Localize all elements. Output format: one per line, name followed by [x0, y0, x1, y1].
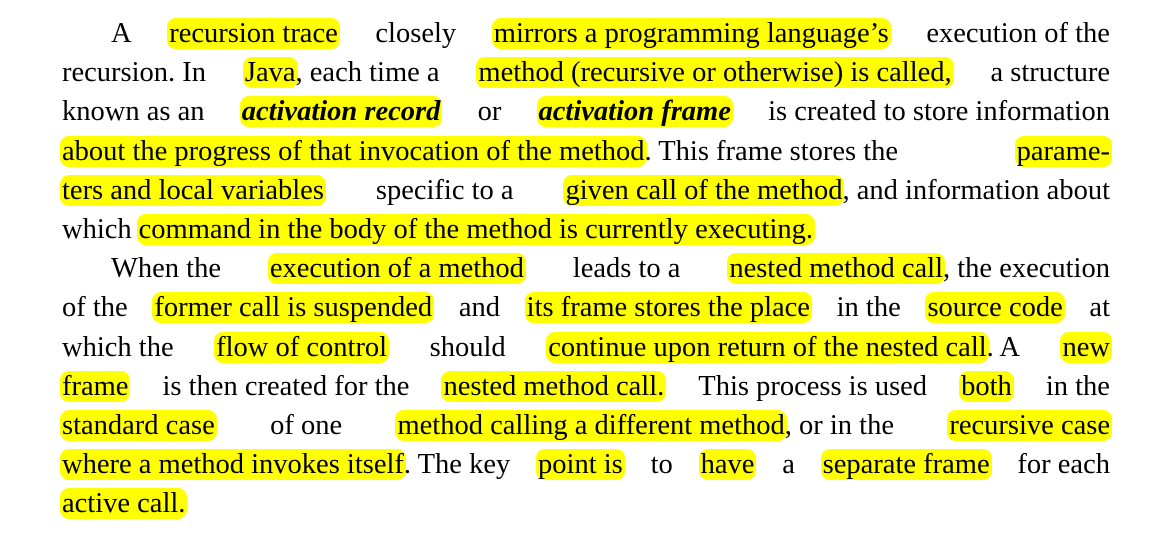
text-page [62, 14, 1110, 523]
text-group [729, 249, 1110, 288]
text-group [768, 92, 1110, 131]
text-run: for each [1017, 449, 1110, 481]
text-group [245, 53, 440, 92]
highlighted-phrase: its frame stores the place [526, 292, 810, 324]
text-group [111, 14, 132, 53]
text-group [961, 367, 1012, 406]
text-line [62, 53, 1110, 92]
highlighted-phrase: standard case [62, 409, 215, 441]
highlighted-phrase: nested method call [729, 253, 943, 285]
highlighted-phrase: method calling a different method [397, 409, 785, 441]
text-line [62, 484, 1110, 523]
text-run: recursion. In [62, 57, 207, 89]
highlighted-phrase: activation frame [538, 96, 731, 128]
text-run: . This frame stores the [644, 135, 899, 167]
text-line [62, 132, 1110, 171]
text-group [216, 328, 387, 367]
text-run: a structure [990, 57, 1110, 89]
highlighted-phrase: ters and local variables [62, 174, 324, 206]
highlighted-phrase: point is [538, 449, 623, 481]
text-group [376, 171, 514, 210]
text-run: . A [986, 331, 1020, 363]
text-line [62, 328, 1110, 367]
text-group [782, 445, 795, 484]
text-group [139, 210, 813, 249]
text-group [62, 406, 215, 445]
highlighted-phrase: new [1062, 331, 1110, 363]
text-run: should [429, 331, 506, 363]
text-run: to [650, 449, 673, 481]
text-group [375, 14, 456, 53]
text-group [242, 92, 441, 131]
text-run: known as an [62, 96, 205, 128]
highlighted-phrase: source code [927, 292, 1063, 324]
text-line [62, 445, 1110, 484]
text-run: , the execution [943, 253, 1110, 285]
highlighted-phrase: execution of a method [269, 253, 524, 285]
text-group [62, 210, 132, 249]
text-group [154, 288, 432, 327]
text-group [62, 92, 204, 131]
text-run: specific to a [375, 174, 514, 206]
text-group [651, 445, 673, 484]
text-group [62, 132, 898, 171]
text-group [1062, 328, 1109, 367]
text-run: at [1089, 292, 1110, 324]
text-line [62, 210, 1110, 249]
text-group [494, 14, 889, 53]
text-run: , or in the [784, 409, 894, 441]
text-group [430, 328, 506, 367]
highlighted-phrase: where a method invokes itself [62, 449, 404, 481]
highlighted-phrase: Java [244, 57, 296, 89]
text-group [163, 367, 410, 406]
text-group [62, 171, 324, 210]
highlighted-phrase: parame- [1016, 135, 1110, 167]
text-run: execution of the [926, 18, 1110, 49]
text-group [926, 14, 1110, 53]
text-group [991, 53, 1110, 92]
text-run: of one [270, 409, 343, 441]
text-line [62, 171, 1110, 210]
text-run: is then created for the [162, 370, 410, 402]
text-run: in the [836, 292, 901, 324]
text-group [397, 406, 894, 445]
text-group [538, 445, 623, 484]
highlighted-phrase: recursive case [949, 409, 1110, 441]
text-group [539, 92, 731, 131]
text-line [62, 14, 1110, 53]
text-group [1017, 445, 1110, 484]
text-run: This process is used [698, 370, 928, 402]
highlighted-phrase: frame [62, 370, 129, 402]
text-group [573, 249, 681, 288]
text-group [1046, 367, 1110, 406]
text-run: in the [1045, 370, 1110, 402]
text-run: . The key [403, 449, 511, 481]
text-group [169, 14, 338, 53]
text-group [1017, 132, 1110, 171]
text-group [62, 328, 174, 367]
text-group [270, 406, 342, 445]
text-group [837, 288, 901, 327]
highlighted-phrase: nested method call. [443, 370, 665, 402]
text-group [62, 484, 185, 523]
text-line [62, 249, 1110, 288]
highlighted-phrase: activation record [241, 96, 441, 128]
text-group [927, 288, 1062, 327]
text-group [823, 445, 990, 484]
text-group [270, 249, 524, 288]
text-group [698, 367, 927, 406]
text-line [62, 406, 1110, 445]
text-run: a [782, 449, 795, 481]
text-group [1089, 288, 1110, 327]
highlighted-phrase: continue upon return of the nested call [548, 331, 987, 363]
highlighted-phrase: active call. [62, 488, 186, 520]
text-group [565, 171, 1110, 210]
highlighted-phrase: flow of control [216, 331, 388, 363]
highlighted-phrase: separate frame [822, 449, 990, 481]
text-group [62, 367, 128, 406]
highlighted-phrase: former call is suspended [154, 292, 433, 324]
text-group [62, 288, 128, 327]
text-line [62, 92, 1110, 131]
highlighted-phrase: about the progress of that invocation of the method [62, 135, 645, 167]
text-run: closely [375, 18, 457, 49]
highlighted-phrase: command in the body of the method is currently executing. [138, 213, 813, 245]
paragraph [62, 249, 1110, 523]
text-group [443, 367, 664, 406]
text-run: or [477, 96, 502, 128]
highlighted-phrase: method (recursive or otherwise) is called, [478, 57, 952, 89]
highlighted-phrase: both [961, 370, 1012, 402]
text-run: leads to a [572, 253, 681, 285]
text-line [62, 288, 1110, 327]
text-run: , each time a [295, 57, 440, 89]
text-group [478, 92, 502, 131]
text-run: , and information about [842, 174, 1110, 206]
text-group [949, 406, 1110, 445]
text-run: and [458, 292, 500, 324]
text-group [478, 53, 951, 92]
paragraph [62, 14, 1110, 249]
text-run: of the [62, 292, 128, 324]
text-group [62, 445, 510, 484]
text-group [459, 288, 500, 327]
text-group [527, 288, 810, 327]
text-group [701, 445, 755, 484]
text-group [548, 328, 1020, 367]
text-line [62, 367, 1110, 406]
text-run: When the [111, 253, 221, 285]
text-run: A [111, 18, 132, 49]
text-group [111, 249, 221, 288]
text-run: which [62, 213, 132, 245]
text-run: is created to store information [768, 96, 1110, 128]
text-run: which the [62, 331, 174, 363]
highlighted-phrase: recursion trace [169, 18, 338, 49]
highlighted-phrase: mirrors a programming language’s [493, 18, 889, 49]
text-group [62, 53, 206, 92]
highlighted-phrase: have [700, 449, 755, 481]
highlighted-phrase: given call of the method [565, 174, 843, 206]
